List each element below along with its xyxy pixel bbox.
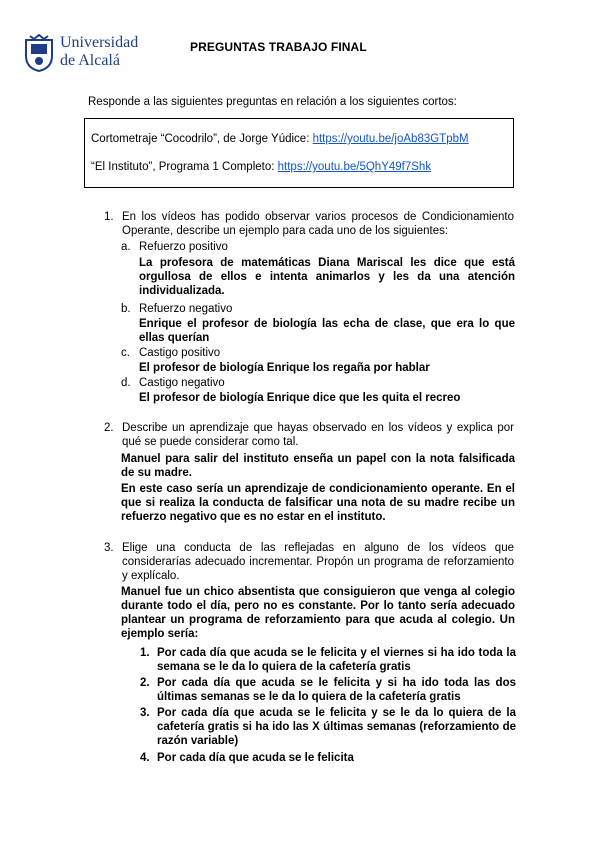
subitem-b [121,302,517,316]
link-line-instituto [91,161,431,173]
answer-b: Enrique el profesor de biología las echa de clase, que era lo que ellas querían [139,318,515,344]
subitem-a [121,240,517,254]
links-box [84,118,514,188]
subitem-c [121,346,517,360]
subitem-letter: b. [121,303,131,315]
page-title: PREGUNTAS TRABAJO FINAL [190,40,367,54]
question-number: 1. [104,211,114,223]
link-label-cocodrilo: Cortometraje “Cocodrilo”, de Jorge Yúdice: [91,133,313,145]
item-text: Por cada día que acuda se le felicita y si ha ido toda las dos últimas semanas se le da lo quiera de la cafetería gratis [157,677,516,703]
item-number: 3. [140,707,150,719]
subitem-label: Refuerzo positivo [139,241,228,253]
question-text: Describe un aprendizaje que hayas observado en los vídeos y explica por qué se puede considerar como tal. [122,422,514,448]
link-instituto[interactable]: https://youtu.be/5QhY49f7Shk [277,161,432,173]
link-line-cocodrilo [91,133,469,145]
question-number: 3. [104,542,114,554]
question-text: En los vídeos has podido observar varios procesos de Condicionamiento Operante, describe un ejemplo para cada uno de los siguientes: [122,211,514,237]
crest-icon [22,34,56,72]
question-1 [104,210,514,238]
item-number: 2. [140,677,150,689]
question-text: Elige una conducta de las reflejadas en alguno de los vídeos que considerarías adecuado incrementar. Propón un programa de reforzamiento y explícalo. [122,542,514,582]
intro-text: Responde a las siguientes preguntas en relación a los siguientes cortos: [88,96,457,108]
subitem-d [121,376,517,390]
program-item-3 [140,706,516,748]
program-item-1 [140,646,516,674]
link-label-instituto: “El Instituto”, Programa 1 Completo: [91,161,278,173]
answer-d: El profesor de biología Enrique dice que les quita el recreo [139,392,461,404]
answer-2-part1: Manuel para salir del instituto enseña un papel con la nota falsificada de su madre. [121,453,515,479]
logo-wordmark [60,34,138,70]
item-number: 1. [140,647,150,659]
program-item-2 [140,676,516,704]
item-text: Por cada día que acuda se le felicita [157,752,354,764]
question-number: 2. [104,422,114,434]
answer-2-part2: En este caso sería un aprendizaje de condicionamiento operante. En el que si realiza la conducta de falsificar una nota de su madre recibe un refuerzo negativo que es no estar en el instituto. [121,483,515,523]
subitem-letter: c. [121,347,130,359]
subitem-letter: a. [121,241,131,253]
question-2 [104,421,514,449]
logo-line2: de Alcalá [60,52,120,69]
subitem-label: Castigo positivo [139,347,221,359]
subitem-label: Refuerzo negativo [139,303,233,315]
university-logo [22,34,152,74]
item-text: Por cada día que acuda se le felicita y se le da lo quiera de la cafetería gratis si ha ido las X últimas semanas (reforzamiento de razón variable) [157,707,516,747]
answer-a: La profesora de matemáticas Diana Mariscal les dice que está orgullosa de ellos e intenta animarlos y les da una atención individualizada. [139,257,515,297]
link-cocodrilo[interactable]: https://youtu.be/joAb83GTpbM [312,133,469,145]
item-text: Por cada día que acuda se le felicita y el viernes si ha ido toda la semana se le da lo quiera de la cafetería gratis [157,647,516,673]
program-item-4 [140,751,516,765]
answer-3: Manuel fue un chico absentista que consiguieron que venga al colegio durante todo el día, pero no es constante. Por lo tanto sería adecuado plantear un programa de reforzamiento para que acuda al colegio. Un ejemplo sería: [121,586,515,640]
question-3 [104,541,514,583]
subitem-label: Castigo negativo [139,377,225,389]
item-number: 4. [140,752,150,764]
logo-line1: Universidad [60,34,139,51]
answer-c: El profesor de biología Enrique los regaña por hablar [139,362,430,374]
subitem-letter: d. [121,377,131,389]
